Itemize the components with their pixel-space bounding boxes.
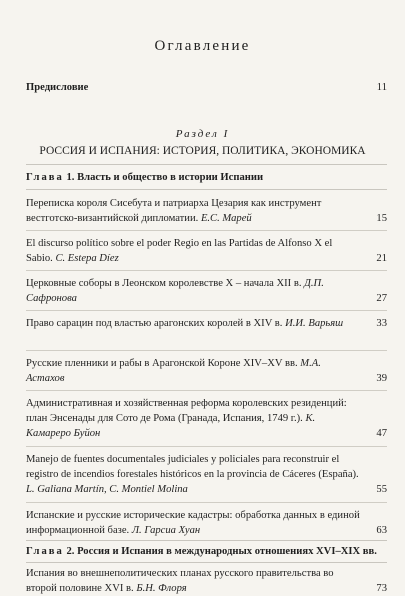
- entry-author: L. Galiana Martín, C. Montiel Molina: [26, 484, 188, 496]
- entry-title-line: [26, 316, 387, 331]
- separator: [26, 446, 387, 447]
- entry-title-line: [26, 452, 387, 498]
- entry-title-line: [26, 196, 387, 226]
- entry-page: 15: [376, 213, 387, 225]
- toc-entry[interactable]: [26, 452, 387, 498]
- entry-title-line: [26, 356, 387, 386]
- entry-page: 63: [376, 525, 387, 537]
- entry-title: El discurso político sobre el poder Regio en las Partidas de Alfonso X el Sabio.: [26, 238, 333, 265]
- entry-title: Церковные соборы в Леонском королевстве X – начала XII в.: [26, 278, 302, 289]
- entry-page: 73: [376, 583, 387, 595]
- entry-title: Испанские и русские исторические кадастры: обработка данных в единой информационной базе.: [26, 510, 360, 537]
- toc-entry[interactable]: [26, 236, 387, 266]
- entry-title: Право сарацин под властью арагонских королей в XIV в.: [26, 318, 283, 329]
- separator: [26, 390, 387, 391]
- entry-author: Б.Н. Флоря: [136, 583, 187, 595]
- entry-title: Переписка короля Сисебута и патриарха Цезария как инструмент вестготско-византийской дипломатии.: [26, 198, 322, 225]
- entry-author: Е.С. Марей: [200, 213, 252, 225]
- entry-title-line: [26, 566, 387, 596]
- page-title: Оглавление: [154, 38, 251, 54]
- entry-page: 47: [376, 428, 387, 440]
- chapter-2-prefix: Глава: [26, 546, 64, 557]
- chapter-1-heading[interactable]: [26, 172, 387, 183]
- entry-author: Л. Гарсиа Хуан: [131, 525, 201, 537]
- entry-title: Испания во внешнеполитических планах русского правительства во второй половине XVI в.: [26, 568, 334, 595]
- separator: [26, 350, 387, 351]
- entry-title-line: [26, 396, 387, 442]
- toc-entry[interactable]: [26, 508, 387, 538]
- separator: [26, 230, 387, 231]
- toc-entry[interactable]: [26, 316, 387, 331]
- toc-entry[interactable]: [26, 276, 387, 306]
- entry-page: 33: [376, 318, 387, 329]
- divider: [26, 540, 387, 541]
- preface-row[interactable]: [26, 80, 387, 95]
- entry-title-line: [26, 236, 387, 266]
- entry-title-line: [26, 508, 387, 538]
- entry-author: Д.П. Сафронова: [26, 278, 324, 305]
- entry-page: 55: [376, 484, 387, 496]
- entry-page: 27: [376, 293, 387, 305]
- section-title: РОССИЯ И ИСПАНИЯ: ИСТОРИЯ, ПОЛИТИКА, ЭКОНОМИКА: [39, 145, 366, 157]
- preface-page: 11: [376, 82, 387, 93]
- chapter-2-title: 2. Россия и Испания в международных отношениях XVI–XIX вв.: [66, 546, 377, 557]
- entry-author: И.И. Варьяш: [285, 318, 344, 329]
- section-label: Раздел I: [175, 128, 230, 140]
- toc-entry[interactable]: [26, 396, 387, 442]
- chapter-1-prefix: Глава: [26, 172, 64, 183]
- entry-title: Административная и хозяйственная реформа королевских резиденций: план Энсенады для Сото де Рома (Гранада, Испания, 1749 г.).: [26, 398, 347, 425]
- separator: [26, 270, 387, 271]
- chapter-2-heading[interactable]: [26, 546, 387, 557]
- toc-entry[interactable]: [26, 566, 387, 596]
- toc-entry[interactable]: [26, 196, 387, 226]
- entry-title-line: [26, 276, 387, 306]
- entry-title: Manejo de fuentes documentales judiciales y policiales para reconstruir el registro de incendios forestales históricos en la provincia de Cáceres (España).: [26, 454, 359, 481]
- separator: [26, 502, 387, 503]
- entry-page: 21: [376, 253, 387, 265]
- preface-label: Предисловие: [26, 82, 89, 93]
- separator: [26, 310, 387, 311]
- entry-author: М.А. Астахов: [26, 358, 321, 385]
- divider: [26, 164, 387, 165]
- entry-author: К. Камареро Буйон: [26, 413, 316, 440]
- entry-author: C. Estepa Díez: [55, 253, 119, 265]
- divider: [26, 562, 387, 563]
- divider: [26, 189, 387, 190]
- entry-title: Русские пленники и рабы в Арагонской Короне XIV–XV вв.: [26, 358, 298, 369]
- entry-page: 39: [376, 373, 387, 385]
- chapter-1-title: 1. Власть и общество в истории Испании: [66, 172, 264, 183]
- toc-entry[interactable]: [26, 356, 387, 386]
